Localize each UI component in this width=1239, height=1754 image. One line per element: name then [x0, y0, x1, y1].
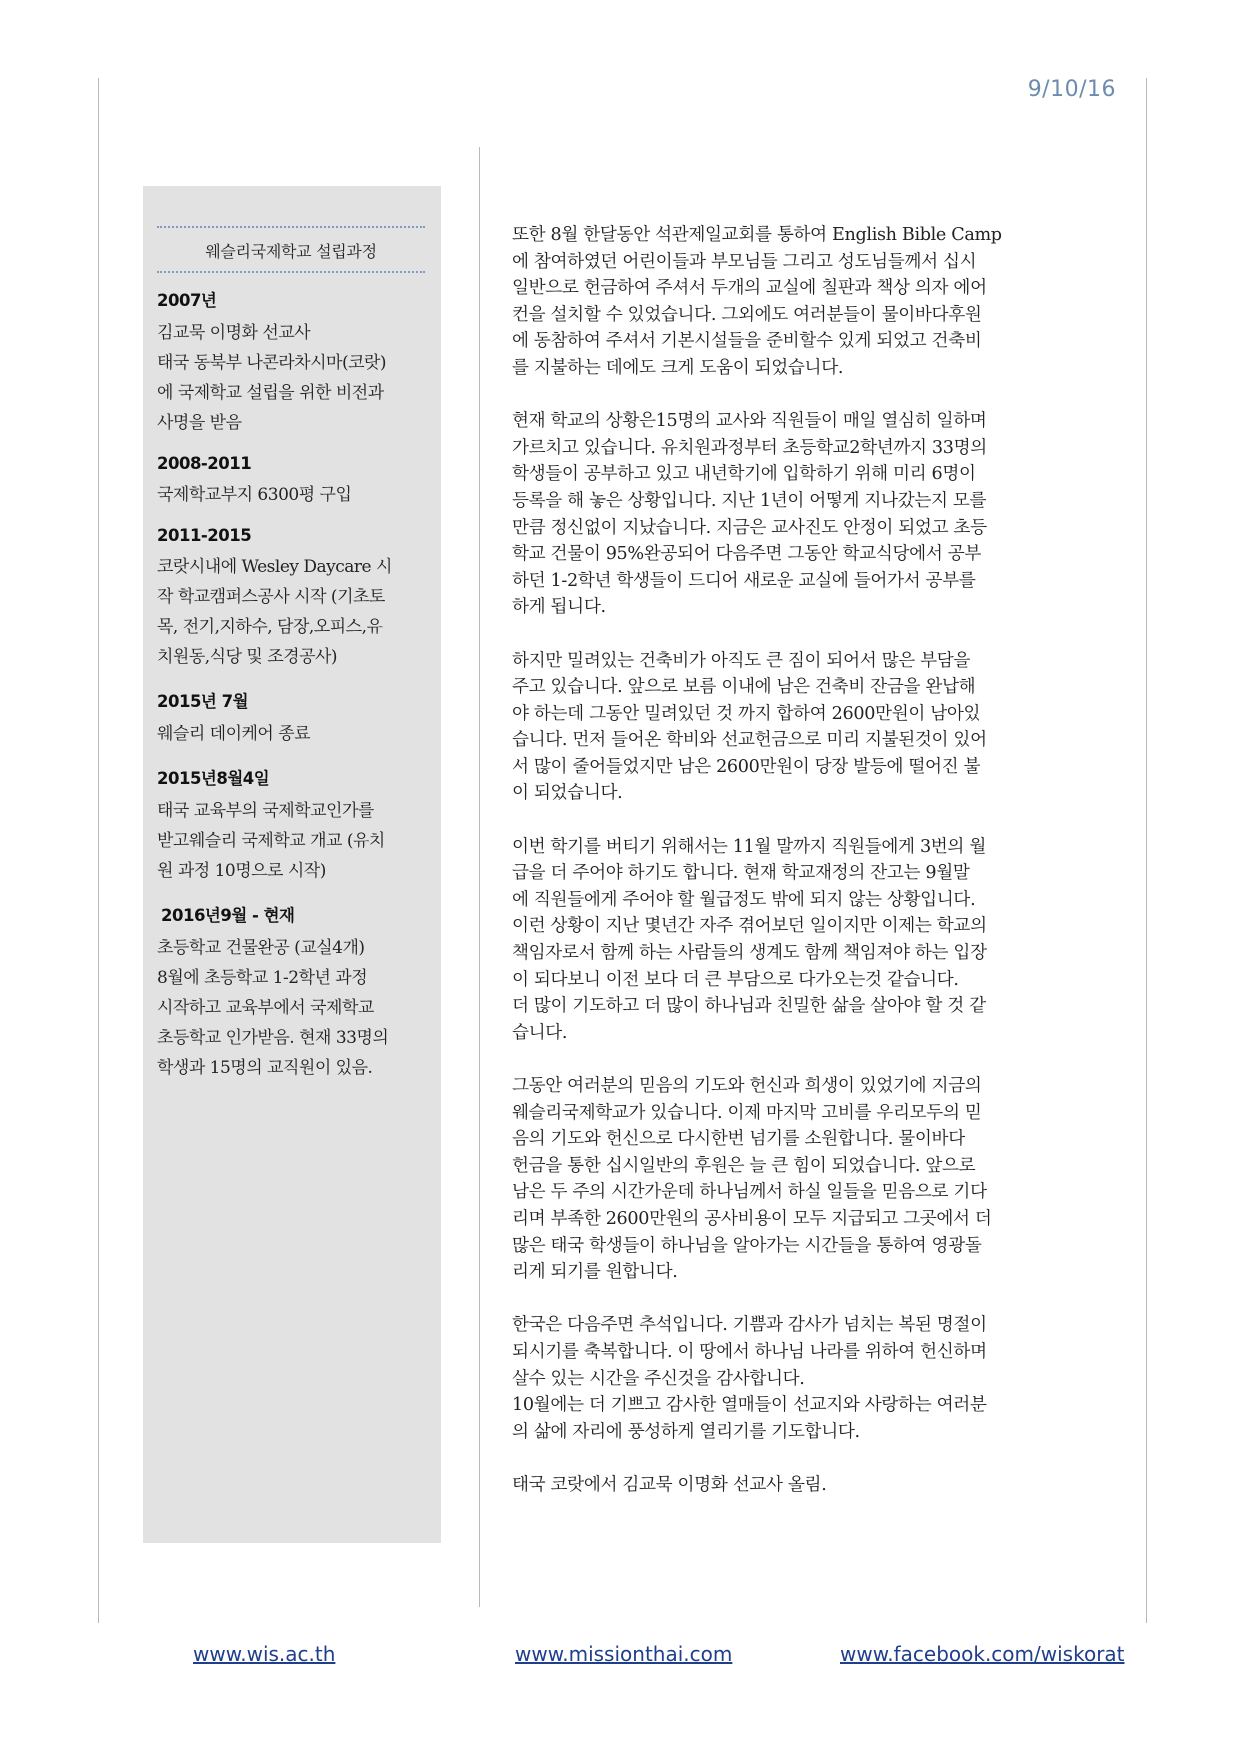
timeline-date: 2007년 — [157, 291, 217, 310]
sidebar-divider-bottom — [157, 271, 425, 273]
right-margin-rule — [1146, 78, 1147, 1623]
timeline-date: 2016년9월 - 현재 — [161, 906, 295, 925]
column-divider — [479, 147, 480, 1607]
signature-line: 태국 코랏에서 김교묵 이명화 선교사 올림. — [512, 1474, 827, 1495]
body-paragraph: 이번 학기를 버티기 위해서는 11월 말까지 직원들에게 3번의 월 급을 더 주어야 하기도 합니다. 현재 학교재정의 잔고는 9월말 에 직원들에게 주어야 할 월급정도 밖에 되지 않는 상황입니다. 이런 상황이 지난 몇년간 자주 겪어보던 일이지만 이제는 학교의 책임자로서 함께 하는 사람들의 생계도 함께 책임져야 하는 입장 이 되다보니 이전 보다 더 큰 부담으로 다가오는것 같습니다. 더 많이 기도하고 더 많이 하나님과 친밀한 삶을 살아야 할 것 같 습니다. — [512, 836, 987, 1043]
body-paragraph: 하지만 밀려있는 건축비가 아직도 큰 짐이 되어서 많은 부담을 주고 있습니다. 앞으로 보름 이내에 남은 건축비 잔금을 완납해 야 하는데 그동안 밀려있던 것 까지 합하여 2600만원이 남아있 습니다. 먼저 들어온 학비와 선교헌금으로 미리 지불된것이 있어 서 많이 줄어들었지만 남은 2600만원이 당장 발등에 떨어진 불 이 되었습니다. — [512, 650, 987, 804]
timeline-text: 김교묵 이명화 선교사 태국 동북부 나콘라차시마(코랏) 에 국제학교 설립을 위한 비전과 사명을 받음 — [157, 323, 387, 433]
footer-link-facebook[interactable]: www.facebook.com/wiskorat — [840, 1642, 1125, 1666]
footer-link-school[interactable]: www.wis.ac.th — [193, 1642, 336, 1666]
timeline-date: 2015년 7월 — [157, 692, 249, 711]
timeline-text: 국제학교부지 6300평 구입 — [157, 485, 352, 505]
timeline-text: 웨슬리 데이케어 종료 — [157, 724, 311, 744]
left-margin-rule — [98, 78, 99, 1623]
footer-link-mission[interactable]: www.missionthai.com — [515, 1642, 733, 1666]
timeline-text: 태국 교육부의 국제학교인가를 받고웨슬리 국제학교 개교 (유치 원 과정 10명으로 시작) — [157, 801, 385, 881]
letter-body — [512, 222, 1120, 1525]
body-paragraph: 현재 학교의 상황은15명의 교사와 직원들이 매일 열심히 일하며 가르치고 있습니다. 유치원과정부터 초등학교2학년까지 33명의 학생들이 공부하고 있고 내년학기에 입학하기 위해 미리 6명이 등록을 해 놓은 상황입니다. 지난 1년이 어떻게 지나갔는지 모를 만큼 정신없이 지났습니다. 지금은 교사진도 안정이 되었고 초등 학교 건물이 95%완공되어 다음주면 그동안 학교식당에서 공부 하던 1-2학년 학생들이 드디어 새로운 교실에 들어가서 공부를 하게 됩니다. — [512, 411, 987, 618]
timeline-text: 코랏시내에 Wesley Daycare 시 작 학교캠퍼스공사 시작 (기초토 목, 전기,지하수, 담장,오피스,유 치원동,식당 및 조경공사) — [157, 557, 392, 667]
body-paragraph: 한국은 다음주면 추석입니다. 기쁨과 감사가 넘치는 복된 명절이 되시기를 축복합니다. 이 땅에서 하나님 나라를 위하여 헌신하며 살수 있는 시간을 주신것을 감사합니다. 10월에는 더 기쁘고 감사한 열매들이 선교지와 사랑하는 여러분 의 삶에 자리에 풍성하게 열리기를 기도합니다. — [512, 1315, 987, 1442]
timeline-date: 2015년8월4일 — [157, 769, 270, 788]
body-paragraph: 또한 8월 한달동안 석관제일교회를 통하여 English Bible Camp 에 참여하였던 어린이들과 부모님들 그리고 성도님들께서 십시 일반으로 헌금하여 주셔서 두개의 교실에 칠판과 책상 의자 에어 컨을 설치할 수 있었습니다. 그외에도 여러분들이 물이바다후원 에 동참하여 주셔서 기본시설들을 준비할수 있게 되었고 건축비 를 지불하는 데에도 크게 도움이 되었습니다. — [512, 225, 1002, 378]
page-date: 9/10/16 — [1027, 77, 1116, 102]
sidebar-title: 웨슬리국제학교 설립과정 — [205, 242, 377, 261]
timeline-date: 2011-2015 — [157, 526, 252, 545]
timeline-date: 2008-2011 — [157, 454, 252, 473]
timeline-text: 초등학교 건물완공 (교실4개) 8월에 초등학교 1-2학년 과정 시작하고 교육부에서 국제학교 초등학교 인가받음. 현재 33명의 학생과 15명의 교직원이 있음. — [157, 938, 389, 1078]
history-sidebar — [143, 186, 441, 1543]
body-paragraph: 그동안 여러분의 믿음의 기도와 헌신과 희생이 있었기에 지금의 웨슬리국제학교가 있습니다. 이제 마지막 고비를 우리모두의 믿 음의 기도와 헌신으로 다시한번 넘기를 소원합니다. 물이바다 헌금을 통한 십시일반의 후원은 늘 큰 힘이 되었습니다. 앞으로 남은 두 주의 시간가운데 하나님께서 하실 일들을 믿음으로 기다 리며 부족한 2600만원의 공사비용이 모두 지급되고 그곳에서 더 많은 태국 학생들이 하나님을 알아가는 시간들을 통하여 영광돌 리게 되기를 원합니다. — [512, 1076, 992, 1283]
